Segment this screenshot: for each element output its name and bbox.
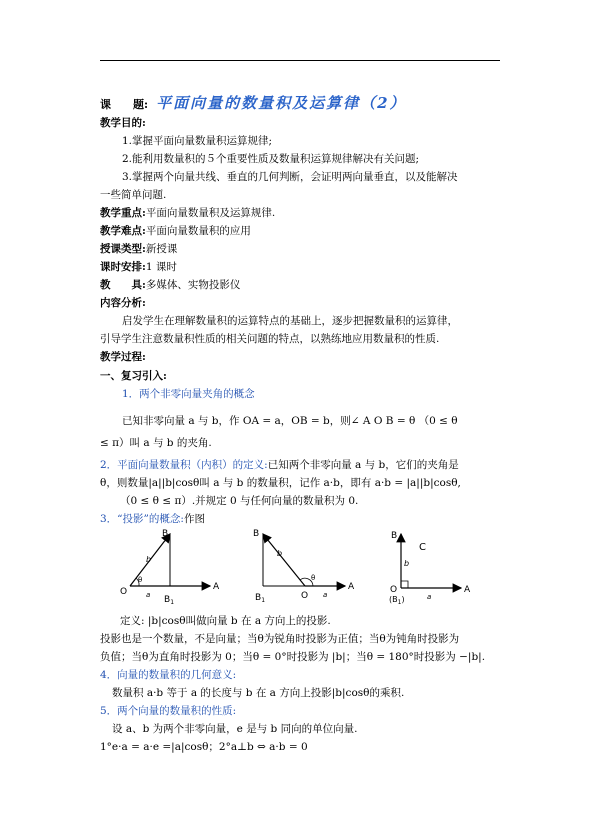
definition-line: 定义: |b|cosθ叫做向量 b 在 a 方向上的投影. [120, 615, 331, 627]
header-rule [100, 60, 500, 61]
item1-title: 1．两个非零向量夹角的概念 [122, 388, 255, 400]
key-text: 平面向量数量积及运算规律. [145, 207, 276, 219]
item4-title: 4．向量的数量积的几何意义: [100, 669, 237, 681]
item1-line-b: ≤ π）叫 a 与 b 的夹角. [100, 437, 212, 449]
label-B1-close: ) [401, 595, 405, 604]
key-label: 教学重点: [100, 207, 146, 219]
label-B1 [255, 593, 265, 604]
item3-tail: 作图 [183, 513, 205, 525]
label-B1-main: (B [389, 595, 398, 604]
label-A: A [213, 582, 220, 592]
time-label: 课时安排: [100, 261, 146, 273]
projection-line-1: 投影也是一个数量，不是向量；当θ为锐角时投影为正值；当θ为钝角时投影为 [100, 633, 460, 645]
label-B1 [164, 595, 174, 606]
key-point [100, 206, 275, 220]
label-B: B [162, 529, 169, 539]
label-theta: θ [138, 576, 143, 584]
projection-line-2: 负值；当θ为直角时投影为 0；当θ = 0°时投影为 |b|；当θ = 180°时投影为 −|b|. [100, 651, 486, 663]
process-label: 教学过程: [100, 351, 146, 363]
item1-line-a: 已知非零向量 a 与 b，作 OA = a，OB = b，则∠ A O B = θ （0 ≤ θ [122, 415, 458, 427]
item2-line [100, 458, 459, 472]
diff-label: 教学难点: [100, 225, 146, 237]
goal-1: 1.掌握平面向量数量积运算规律; [122, 135, 273, 147]
label-A: A [348, 582, 355, 592]
label-a: a [146, 591, 151, 599]
item5-text: 设 a、b 为两个非零向量，e 是与 b 同向的单位向量. [112, 723, 358, 735]
goal-2: 2.能利用数量积的５个重要性质及数量积运算规律解决有关问题; [122, 153, 420, 165]
label-b: b [404, 559, 410, 568]
figure-acute-projection [112, 526, 232, 608]
analysis-2: 引导学生注意数量积性质的相关问题的特点，以熟练地应用数量积的性质. [100, 333, 440, 345]
time-plan [100, 260, 177, 274]
goal-3a: 3.掌握两个向量共线、垂直的几何判断，会证明两向量垂直，以及能解决 [122, 171, 458, 183]
figure-obtuse-projection [245, 526, 365, 608]
item2-line-c: （0 ≤ θ ≤ π）.并规定 0 与任何向量的数量积为 0. [120, 495, 359, 507]
label-B1-main: B [255, 593, 262, 603]
item3-title: 3．“投影”的概念: [100, 513, 184, 525]
goals-label: 教学目的: [100, 117, 146, 129]
label-a: a [427, 593, 432, 601]
item5-title: 5．两个向量的数量积的性质: [100, 705, 237, 717]
label-B1-main: B [164, 595, 171, 605]
analysis-1: 启发学生在理解数量积的运算特点的基础上，逐步把握数量积的运算律， [122, 315, 458, 327]
label-B1 [389, 595, 405, 606]
label-O: O [390, 585, 398, 595]
review-heading: 一、复习引入: [100, 370, 167, 382]
label-O: O [120, 587, 128, 597]
item2-title: 2．平面向量数量积（内积）的定义: [100, 459, 268, 471]
tools-text: 多媒体、实物投影仪 [145, 279, 241, 291]
class-type [100, 242, 177, 256]
label-B1-sub: 1 [261, 597, 266, 604]
label-b: b [277, 549, 283, 558]
course-label: 课 题: [100, 98, 149, 111]
vector-b-line [263, 534, 305, 586]
label-a: a [323, 591, 328, 599]
label-A: A [464, 585, 471, 595]
label-C: C [419, 542, 426, 553]
lesson-title [100, 92, 407, 113]
label-theta: θ [311, 574, 316, 582]
label-B1-sub: 1 [170, 599, 175, 606]
tools-label: 教 具: [100, 279, 146, 291]
goal-3b: 一些简单问题. [100, 189, 167, 201]
label-B: B [391, 531, 398, 541]
right-angle-mark [401, 581, 408, 588]
label-B1-sub: 1 [397, 599, 402, 606]
time-text: 1 课时 [145, 261, 177, 273]
property-line: 1°e·a = a·e =|a|cosθ；2°a⊥b ⇔ a·b = 0 [100, 741, 308, 753]
diff-text: 平面向量数量积的应用 [145, 225, 251, 237]
item2-text-a: 已知两个非零向量 a 与 b，它们的夹角是 [267, 459, 459, 471]
item4-text: 数量积 a·b 等于 a 的长度与 b 在 a 方向上投影|b|cosθ的乘积. [112, 687, 405, 699]
item2-line-b: θ，则数量|a||b|cosθ叫 a 与 b 的数量积，记作 a·b，即有 a·b = |a||b|cosθ, [100, 477, 461, 489]
item3-line [100, 512, 205, 526]
type-label: 授课类型: [100, 243, 146, 255]
teaching-tools [100, 278, 240, 292]
type-text: 新授课 [145, 243, 178, 255]
figure-right-projection [375, 526, 490, 608]
difficulty [100, 224, 251, 238]
label-b: b [146, 555, 152, 564]
analysis-label: 内容分析: [100, 297, 146, 309]
label-O: O [301, 591, 309, 601]
title-text: 平面向量的数量积及运算律（2） [156, 94, 407, 112]
label-B: B [253, 529, 260, 539]
